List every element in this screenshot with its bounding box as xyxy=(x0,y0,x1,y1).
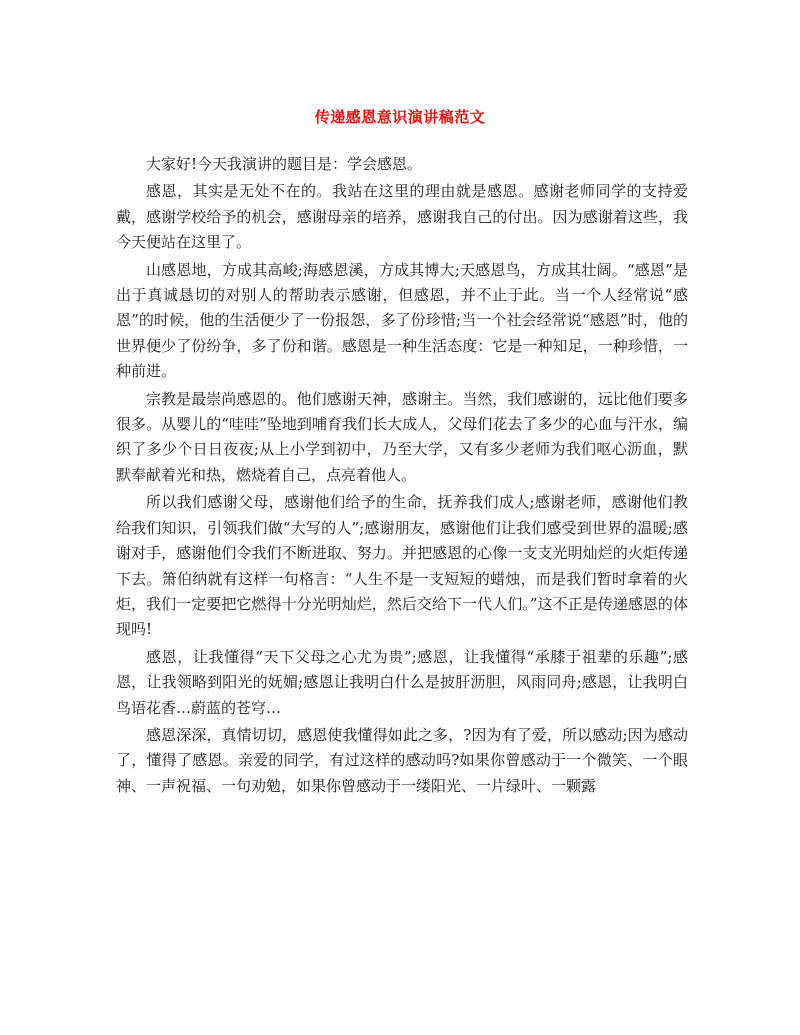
document-body xyxy=(116,152,688,801)
paragraph-deep-gratitude: 感恩深深，真情切切，感恩使我懂得如此之多，?因为有了爱，所以感动;因为感动了，懂得了感恩。亲爱的同学，有过这样的感动吗?如果你曾感动于一个微笑、一个眼神、一声祝福、一句劝勉，如果你曾感动于一缕阳光、一片绿叶、一颗露 xyxy=(116,725,688,795)
paragraph-nature-gratitude: 山感恩地，方成其高峻;海感恩溪，方成其博大;天感恩鸟，方成其壮阔。“感恩”是出于真诚恳切的对别人的帮助表示感谢，但感恩，并不止于此。当一个人经常说“感恩”的时候，他的生活便少了一份报怨，多了份珍惜;当一个社会经常说“感恩”时，他的世界便少了份纷争，多了份和谐。感恩是一种生活态度：它是一种知足，一种珍惜，一种前进。 xyxy=(116,260,688,381)
paragraph-greeting: 大家好!今天我演讲的题目是：学会感恩。 xyxy=(146,155,423,173)
paragraph-religion-parents: 宗教是最崇尚感恩的。他们感谢天神，感谢主。当然，我们感谢的，远比他们要多很多。从婴儿的“哇哇”坠地到哺育我们长大成人，父母们花去了多少的心血与汗水，编织了多少个日日夜夜;从上小学到初中，乃至大学，又有多少老师为我们呕心沥血，默默奉献着光和热，燃烧着自己，点亮着他人。 xyxy=(116,389,688,484)
document-title: 传递感恩意识演讲稿范文 xyxy=(314,108,486,126)
paragraph-thanks-list: 所以我们感谢父母，感谢他们给予的生命，抚养我们成人;感谢老师，感谢他们教给我们知识，引领我们做“大写的人”;感谢朋友，感谢他们让我们感受到世界的温暖;感谢对手，感谢他们令我们不断进取、努力。并把感恩的心像一支支光明灿烂的火炬传递下去。箫伯纳就有这样一句格言：“人生不是一支短短的蜡烛，而是我们暂时拿着的火炬，我们一定要把它燃得十分光明灿烂，然后交给下一代人们。”这不正是传递感恩的体现吗! xyxy=(116,493,688,639)
paragraph-gratitude-everywhere: 感恩，其实是无处不在的。我站在这里的理由就是感恩。感谢老师同学的支持爱戴，感谢学校给予的机会，感谢母亲的培养，感谢我自己的付出。因为感谢着这些，我今天便站在这里了。 xyxy=(116,182,688,252)
paragraph-gratitude-teaches: 感恩，让我懂得“天下父母之心尤为贵”;感恩，让我懂得“承膝于祖辈的乐趣”;感恩，让我领略到阳光的妩媚;感恩让我明白什么是披肝沥胆，风雨同舟;感恩，让我明白鸟语花香…蔚蓝的苍穹… xyxy=(116,647,688,717)
